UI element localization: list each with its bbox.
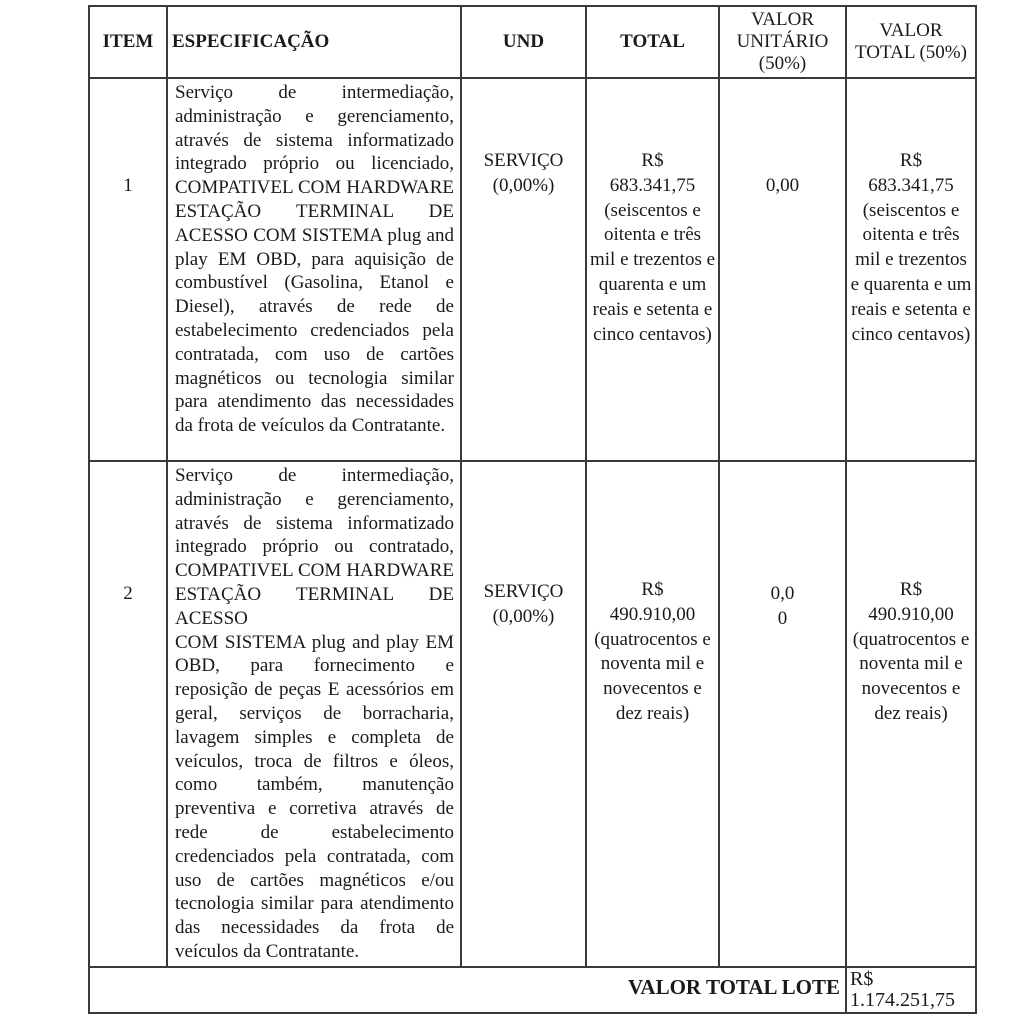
cell-valor-total — [846, 461, 976, 967]
table-footer-row — [89, 967, 976, 1013]
unit-value: 0,0 — [770, 583, 795, 604]
footer-total-value — [846, 967, 976, 1013]
cell-item-number: 2 — [89, 461, 167, 967]
header-valor-total: VALOR TOTAL (50%) — [846, 6, 976, 78]
especificacao-text: COM SISTEMA plug and play EM OBD, para fornecimento e reposição de peças E acessórios em geral, serviços de borracharia, lavagem simples e completa de veículos, troca de filtros e óleos, como também, manutenção preventiva e corretiva através de rede de estabelecimento credenciados pela contratada, com uso de cartões magnéticos e/ou tecnologia similar para atendimento das necessidades da frota de veículos da Contratante. — [175, 631, 454, 962]
cell-especificacao — [167, 78, 461, 461]
currency-symbol: R$ — [641, 150, 664, 171]
cell-total — [586, 78, 719, 461]
unit-value-wrapped: 0 — [777, 607, 788, 629]
amount-value: 490.910,00 — [609, 603, 696, 625]
amount-value: 683.341,75 — [868, 174, 954, 196]
header-especificacao: ESPECIFICAÇÃO — [167, 6, 461, 78]
amount-value: 683.341,75 — [609, 174, 696, 196]
currency-symbol: R$ — [641, 579, 664, 600]
cell-und: SERVIÇO (0,00%) — [461, 461, 586, 967]
cell-valor-unitario — [719, 461, 846, 967]
amount-value: 490.910,00 — [868, 603, 954, 625]
especificacao-text: Serviço de intermediação, administração e gerenciamento, através de sistema informatizado integrado próprio ou contratado, COMPATIVEL COM HARDWARE ESTAÇÃO TERMINAL DE ACESSO — [175, 465, 454, 629]
cell-item-number: 1 — [89, 78, 167, 461]
cell-especificacao — [167, 461, 461, 967]
cell-valor-unitario — [719, 78, 846, 461]
amount-spelled-out: (quatrocentos e noventa mil e novecentos e dez reais) — [852, 628, 970, 724]
amount-spelled-out: (seiscentos e oitenta e três mil e trezentos e quarenta e um reais e setenta e cinco centavos) — [850, 199, 972, 345]
currency-symbol: R$ — [899, 579, 923, 600]
table-row-item-2 — [89, 461, 976, 967]
amount-spelled-out: (seiscentos e oitenta e três mil e trezentos e quarenta e um reais e setenta e cinco centavos) — [589, 199, 716, 345]
amount-value: 1.174.251,75 — [850, 989, 955, 1012]
header-und: UND — [461, 6, 586, 78]
cell-valor-total — [846, 78, 976, 461]
footer-total-label: VALOR TOTAL LOTE — [89, 967, 846, 1013]
lote-price-table — [88, 5, 977, 1014]
cell-und: SERVIÇO (0,00%) — [461, 78, 586, 461]
cell-total — [586, 461, 719, 967]
amount-spelled-out: (quatrocentos e noventa mil e novecentos e dez reais) — [594, 628, 711, 724]
header-total: TOTAL — [586, 6, 719, 78]
table-row-item-1 — [89, 78, 976, 461]
especificacao-text: Serviço de intermediação, administração e gerenciamento, através de sistema informatizado integrado próprio ou licenciado, COMPATIVEL COM HARDWARE ESTAÇÃO TERMINAL DE ACESSO COM SISTEMA plug and play EM OBD, para aquisição de combustível (Gasolina, Etanol e Diesel), através de rede de estabelecimento credenciados pela contratada, com uso de cartões magnéticos ou tecnologia similar para atendimento das necessidades da frota de veículos da Contratante. — [175, 82, 454, 437]
table-header-row — [89, 6, 976, 78]
currency-symbol: R$ — [850, 967, 874, 990]
currency-symbol: R$ — [899, 150, 923, 171]
header-valor-unitario: VALOR UNITÁRIO (50%) — [719, 6, 846, 78]
header-item: ITEM — [89, 6, 167, 78]
unit-value: 0,00 — [765, 175, 800, 196]
